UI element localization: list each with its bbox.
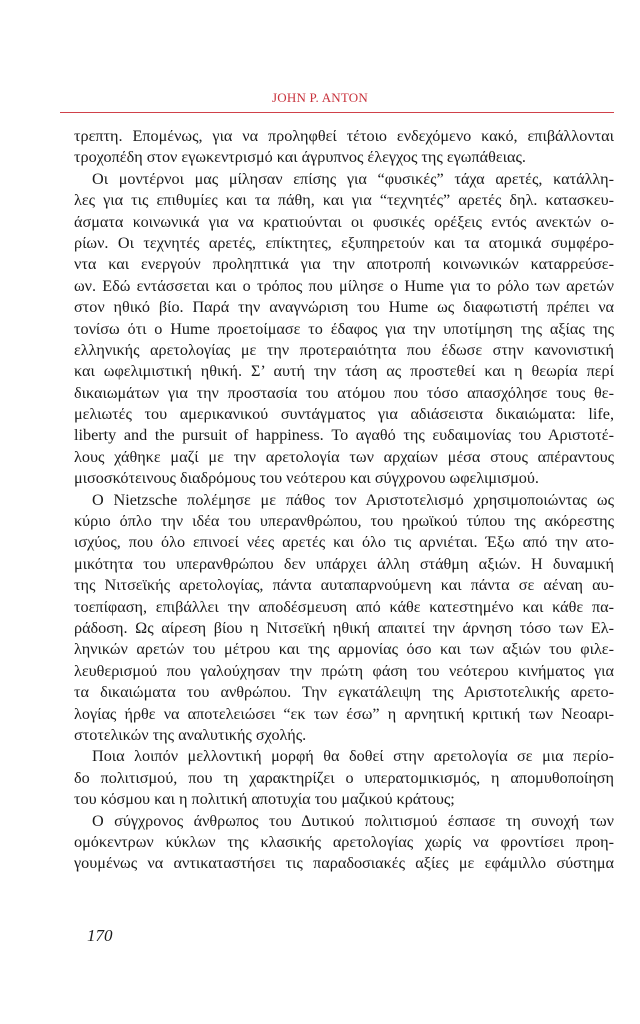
text-line: λες για τις επιθυμίες και τα πάθη, και για “τεχνητές” αρετές δηλ. κατασκευ-: [74, 191, 614, 210]
text-line: γουμένως να αντικαταστήσει τις παραδοσιακές αξίες με εφάμιλλο σύστημα: [74, 854, 614, 873]
text-line: ράδοση. Ως αίρεση βίου η Νιτσεϊκή ηθική απαιτεί την άρνηση τόσο των Ελ-: [74, 618, 614, 637]
text-line: ισχύος, που όλο επινοεί νέες αρετές και όλο τις αρνιέται. Έξω από την ατο-: [74, 533, 614, 552]
paragraph: [74, 811, 614, 875]
text-line: Ποια λοιπόν μελλοντική μορφή θα δοθεί στην αρετολογία σε μια περίο-: [92, 747, 614, 766]
text-line: μελιωτές του αμερικανικού συντάγματος για αδιάσειστα δικαιώματα: life,: [74, 405, 614, 424]
text-line: λευθερισμού που γαλούχησαν την πρώτη φάση του νεότερου κινήματος για: [74, 661, 614, 680]
text-line: άσματα κοινωνικά για να κρατιούνται οι φυσικές ορέξεις εντός ανεκτών ο-: [74, 212, 614, 231]
text-line: του κόσμου και η πολιτική αποτυχία του μαζικού κράτους;: [74, 790, 455, 809]
text-line: στον ηθικό βίο. Παρά την αναγνώριση του Hume ως διαφωτιστή πρέπει να: [74, 298, 614, 317]
paragraph: [74, 126, 614, 169]
text-line: Ο σύγχρονος άνθρωπος του Δυτικού πολιτισμού έσπασε τη συνοχή των: [92, 811, 614, 830]
text-line: δο πολιτισμού, που τη χαρακτηρίζει ο υπερατομικισμός, η απομυθοποίηση: [74, 768, 614, 787]
text-line: ελληνικής αρετολογίας με την προτεραιότητα που έδωσε στην κανονιστική: [74, 340, 614, 359]
text-line: τροχοπέδη στον εγωκεντρισμό και άγρυπνος έλεγχος της εγωπάθειας.: [74, 148, 526, 167]
header-rule: [60, 112, 614, 113]
text-line: τοεπίφαση, επιβάλλει την αποδέσμευση από κάθε κατεστημένο και κάθε πα-: [74, 597, 614, 616]
running-head: JOHN P. ANTON: [272, 90, 368, 105]
text-line: ομόκεντρων κύκλων της κλασικής αρετολογίας χωρίς να φροντίσει προη-: [74, 832, 614, 851]
text-line: ληνικών αρετών του μέτρου και της αρμονίας όσο και των αξιών του φιλε-: [74, 640, 614, 659]
text-line: κύριο όπλο την ιδέα του υπερανθρώπου, του ηρωϊκού τύπου της ακόρεστης: [74, 512, 614, 531]
paragraph: [74, 169, 614, 490]
text-line: liberty and the pursuit of happiness. Το αγαθό της ευδαιμονίας του Αριστοτέ-: [74, 426, 614, 445]
text-line: ων. Εδώ εντάσσεται και ο τρόπος που μίλησε ο Hume για το ρόλο των αρετών: [74, 276, 614, 295]
text-line: της Νιτσεϊκής αρετολογίας, πάντα αυταπαρνούμενη και πάντα σε αέναη αυ-: [74, 576, 614, 595]
text-line: Οι μοντέρνοι μας μίλησαν επίσης για “φυσικές” τάχα αρετές, κατάλλη-: [92, 169, 614, 188]
text-line: λογίας ήρθε να αποτελειώσει “εκ των έσω” η αρνητική κριτική των Νεοαρι-: [74, 704, 614, 723]
text-line: τονίσω ότι ο Hume προετοίμασε το έδαφος για την υποτίμηση της αξίας της: [74, 319, 614, 338]
body-text: [74, 126, 614, 875]
paragraph: [74, 490, 614, 747]
text-line: και ωφελιμιστική ηθική. Σ’ αυτή την τάση ας προστεθεί και η θεωρία περί: [74, 362, 614, 381]
text-line: στοτελικών της αναλυτικής σχολής.: [74, 725, 307, 744]
text-line: τα δικαιώματα του ανθρώπου. Την εγκατάλειψη της Αριστοτελικής αρετο-: [74, 683, 614, 702]
text-line: ντα και ενεργούν προληπτικά για την αποτροπή κοινωνικών καταρρεύσε-: [74, 255, 614, 274]
text-line: λους χάθηκε μαζί με την αρετολογία των αρχαίων μέσα στους απέραντους: [74, 447, 614, 466]
text-line: τρεπτη. Επομένως, για να προληφθεί τέτοιο ενδεχόμενο κακό, επιβάλλονται: [74, 127, 614, 145]
paragraph: [74, 746, 614, 810]
text-line: μισοσκότεινους διαδρόμους του νεότερου και σύγχρονου ωφελιμισμού.: [74, 469, 539, 488]
text-line: μικότητα του υπερανθρώπου δεν υπάρχει άλλη στάθμη αξιών. Η δυναμική: [74, 554, 614, 573]
text-line: Ο Nietzsche πολέμησε με πάθος τον Αριστοτελισμό χρησιμοποιώντας ως: [92, 490, 614, 509]
text-line: ρίων. Οι τεχνητές αρετές, επίκτητες, εξυπηρετούν και τα ατομικά συμφέρο-: [74, 233, 614, 252]
text-line: δικαιωμάτων για την προστασία του ατόμου που τόσο απασχόλησε τους θε-: [74, 383, 614, 402]
page-number: 170: [87, 926, 113, 945]
